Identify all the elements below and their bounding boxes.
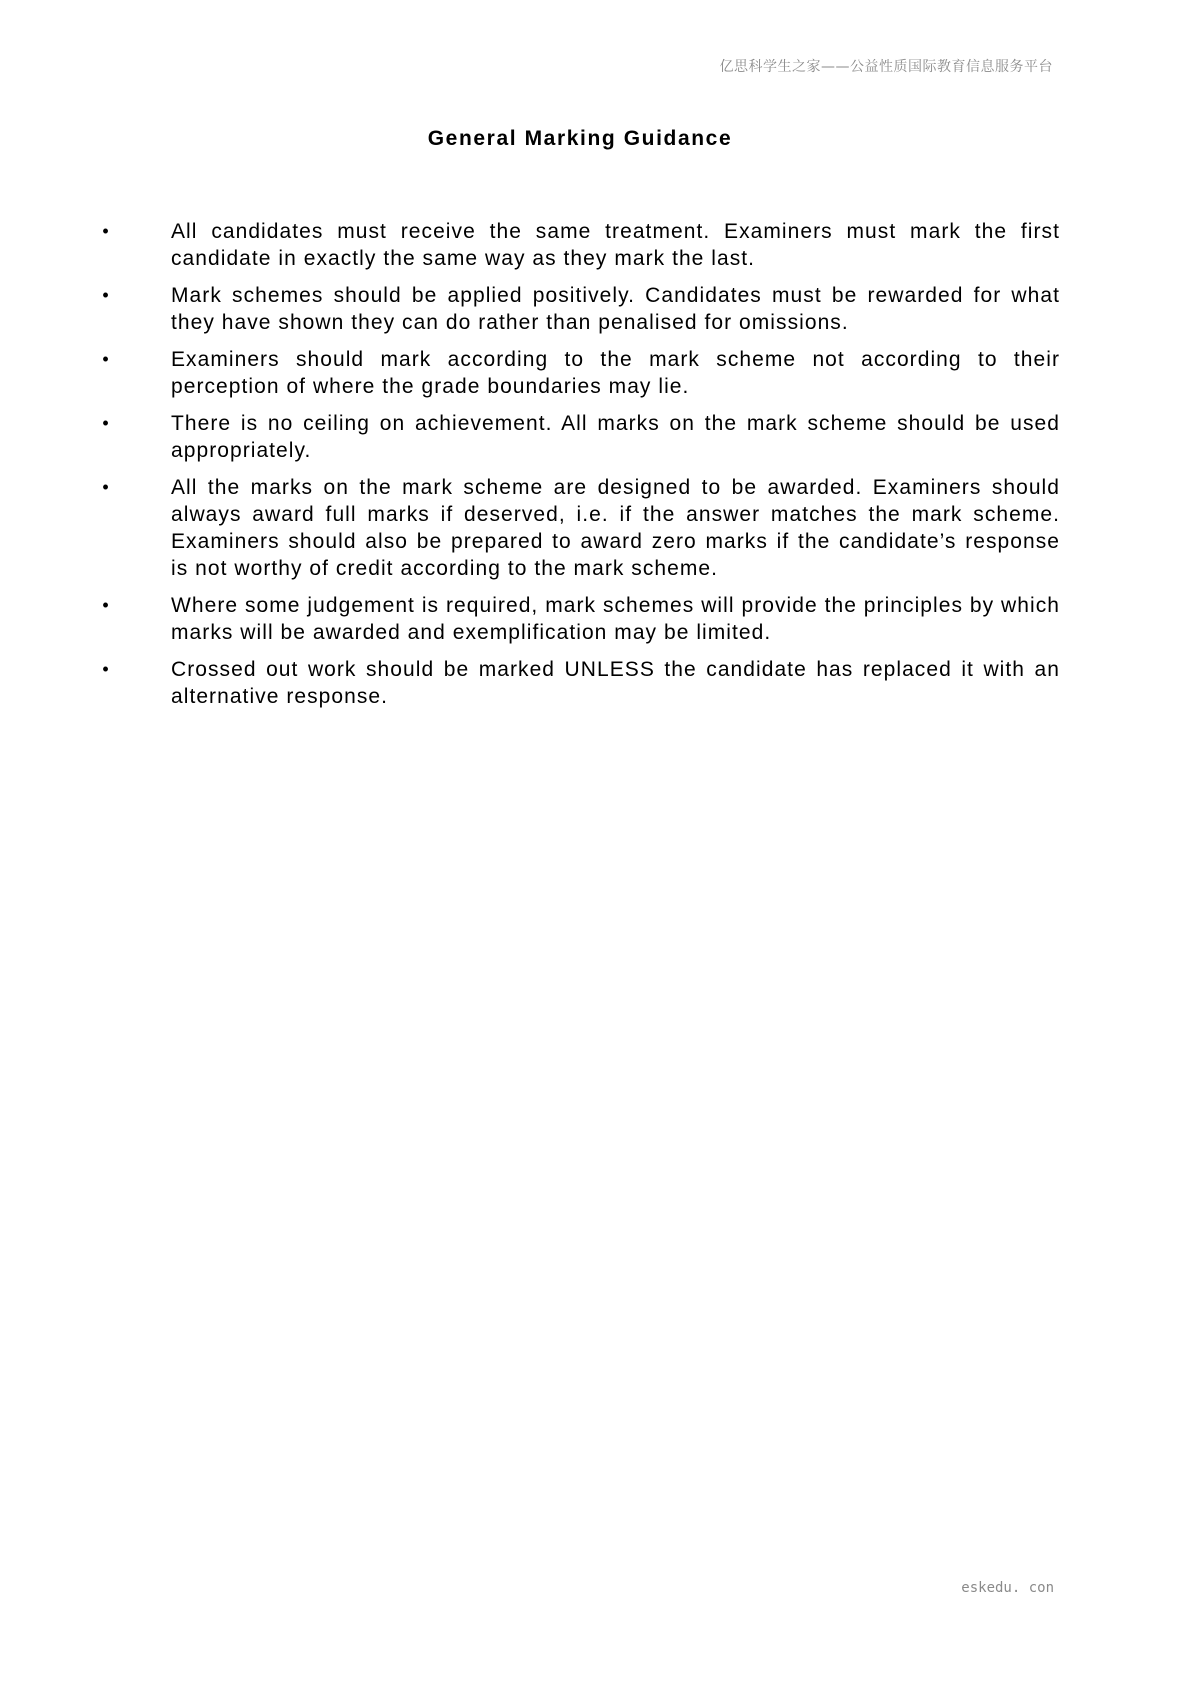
marking-guidance-list — [100, 218, 1060, 720]
list-item-text: Crossed out work should be marked UNLESS the candidate has replaced it with an alternative response. — [171, 658, 1060, 708]
list-item — [100, 346, 1060, 400]
list-item-text: There is no ceiling on achievement. All marks on the mark scheme should be used appropriately. — [171, 412, 1060, 462]
list-item — [100, 410, 1060, 464]
bullet-icon: • — [102, 349, 110, 369]
bullet-icon: • — [102, 285, 110, 305]
footer-site: eskedu. con — [961, 1580, 1054, 1596]
list-item — [100, 218, 1060, 272]
bullet-icon: • — [102, 413, 110, 433]
list-item — [100, 592, 1060, 646]
list-item-text: Examiners should mark according to the mark scheme not according to their perception of where the grade boundaries may lie. — [171, 348, 1060, 398]
list-item — [100, 282, 1060, 336]
list-item — [100, 656, 1060, 710]
list-item-text: Where some judgement is required, mark schemes will provide the principles by which marks will be awarded and exemplification may be limited. — [171, 594, 1060, 644]
bullet-icon: • — [102, 659, 110, 679]
list-item-text: All the marks on the mark scheme are designed to be awarded. Examiners should always award full marks if deserved, i.e. if the answer matches the mark scheme. Examiners should also be prepared to award zero marks if the candidate’s response is not worthy of credit according to the mark scheme. — [171, 476, 1060, 580]
header-watermark: 亿思科学生之家——公益性质国际教育信息服务平台 — [719, 59, 1053, 75]
list-item-text: All candidates must receive the same treatment. Examiners must mark the first candidate in exactly the same way as they mark the last. — [171, 220, 1060, 270]
list-item — [100, 474, 1060, 582]
bullet-icon: • — [102, 595, 110, 615]
bullet-icon: • — [102, 477, 110, 497]
page-title: General Marking Guidance — [427, 127, 733, 150]
bullet-icon: • — [102, 221, 110, 241]
list-item-text: Mark schemes should be applied positively. Candidates must be rewarded for what they have shown they can do rather than penalised for omissions. — [171, 284, 1060, 334]
